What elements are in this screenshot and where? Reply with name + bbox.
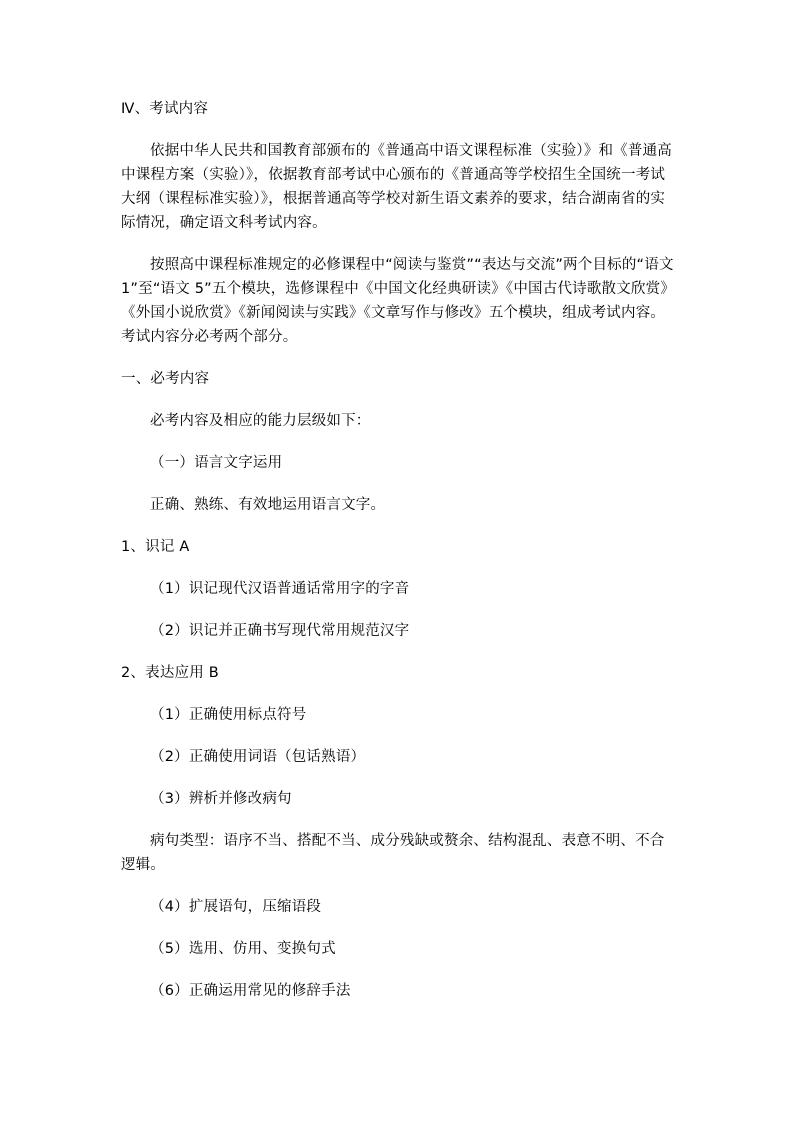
list-item-expression-5: （5）选用、仿用、变换句式 <box>150 941 336 957</box>
list-item-expression-4: （4）扩展语句，压缩语段 <box>150 899 322 915</box>
subheading-language-use: （一）语言文字运用 <box>150 455 283 471</box>
list-item-expression-3: （3）辨析并修改病句 <box>150 791 292 807</box>
paragraph-modules: 按照高中课程标准规定的必修课程中“阅读与鉴赏”“表达与交流”两个目标的“语文 1”至“语文 5”五个模块，选修课程中《中国文化经典研读》《中国古代诗歌散文欣赏》《外国小说欣赏》《新闻阅读与实践》《文章写作与修改》五个模块，组成考试内容。考试内容分必考两个部分。 <box>121 257 676 345</box>
list-item-expression: 2、表达应用 B <box>121 665 219 681</box>
list-item-recall-2: （2）识记并正确书写现代常用规范汉字 <box>150 623 410 639</box>
paragraph-language-goal: 正确、熟练、有效地运用语言文字。 <box>150 497 386 513</box>
list-item-recall-1: （1）识记现代汉语普通话常用字的字音 <box>150 581 410 597</box>
list-item-expression-1: （1）正确使用标点符号 <box>150 707 307 723</box>
section-heading: Ⅳ、考试内容 <box>121 101 209 117</box>
document-body <box>121 97 679 1003</box>
paragraph-levels-intro: 必考内容及相应的能力层级如下： <box>150 413 371 429</box>
list-item-expression-2: （2）正确使用词语（包话熟语） <box>150 749 366 765</box>
paragraph-basis: 依据中华人民共和国教育部颁布的《普通高中语文课程标准（实验）》和《普通高中课程方案（实验）》，依据教育部考试中心颁布的《普通高等学校招生全国统一考试大纲（课程标准实验）》，根据普通高等学校对新生语文素养的要求，结合湖南省的实际情况，确定语文科考试内容。 <box>121 143 672 231</box>
list-item-expression-6: （6）正确运用常见的修辞手法 <box>150 983 351 999</box>
paragraph-sentence-errors: 病句类型：语序不当、搭配不当、成分残缺或赘余、结构混乱、表意不明、不合逻辑。 <box>121 833 665 873</box>
subheading-required: 一、必考内容 <box>121 371 210 387</box>
list-item-recall: 1、识记 A <box>121 539 190 555</box>
